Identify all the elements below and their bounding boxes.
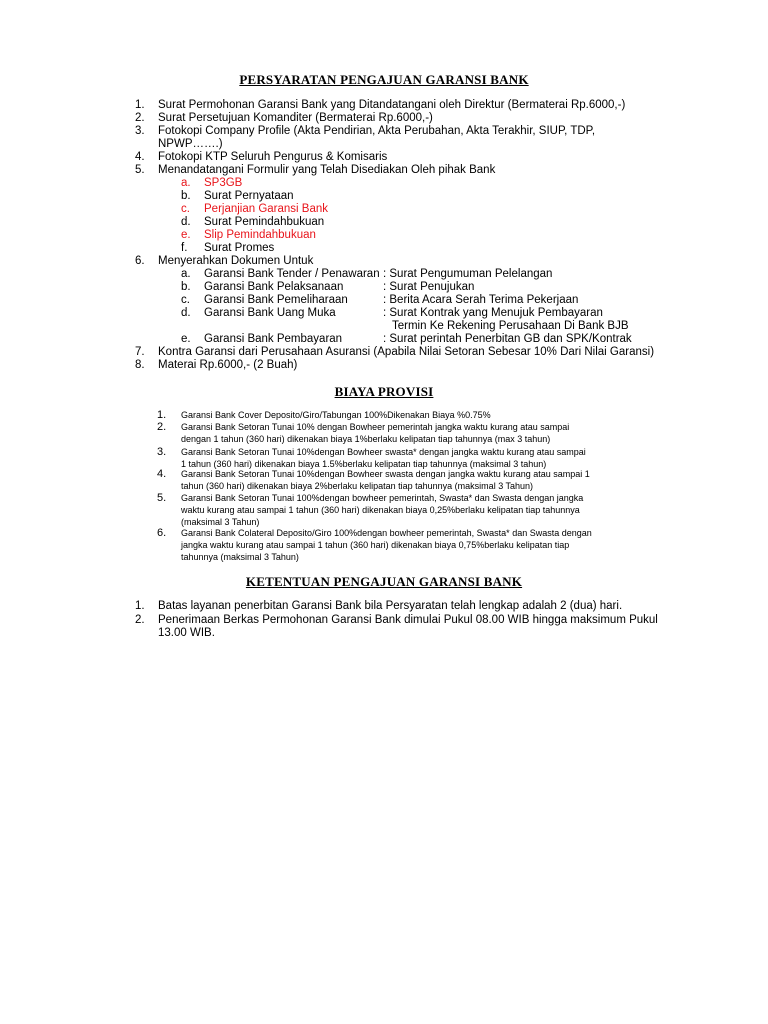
required-document: : Surat perintah Penerbitan GB dan SPK/Kontrak xyxy=(383,333,632,345)
sublist-item: Surat Pemindahbukuan xyxy=(204,216,325,228)
sublist-item-highlighted: Perjanjian Garansi Bank xyxy=(204,203,329,215)
list-item: Batas layanan penerbitan Garansi Bank bila Persyaratan telah lengkap adalah 2 (dua) hari. xyxy=(158,600,623,612)
fee-line: Garansi Bank Colateral Deposito/Giro 100%dengan bowheer pemerintah, Swasta* dan Swasta dengan xyxy=(181,528,592,538)
sublist-letter: c. xyxy=(181,203,190,215)
list-item: Materai Rp.6000,- (2 Buah) xyxy=(158,359,298,371)
sublist-letter: f. xyxy=(181,242,188,254)
sublist-item-highlighted: SP3GB xyxy=(204,177,243,189)
fee-line: Garansi Bank Setoran Tunai 10%dengan Bowheer swasta* dengan jangka waktu kurang atau sampai xyxy=(181,447,586,457)
sublist-letter: b. xyxy=(181,190,191,202)
list-item: Surat Permohonan Garansi Bank yang Ditandatangani oleh Direktur (Bermaterai Rp.6000,-) xyxy=(158,99,626,111)
guarantee-type: Garansi Bank Tender / Penawaran xyxy=(204,268,380,280)
guarantee-type: Garansi Bank Pembayaran xyxy=(204,333,343,345)
fee-line: jangka waktu kurang atau sampai 1 tahun (360 hari) dikenakan biaya 0,75%berlaku kelipatan tiap xyxy=(181,540,570,550)
guarantee-type: Garansi Bank Pelaksanaan xyxy=(204,281,344,293)
fee-line: Garansi Bank Cover Deposito/Giro/Tabungan 100%Dikenakan Biaya %0.75% xyxy=(181,410,491,420)
sublist-letter: d. xyxy=(181,216,191,228)
fee-line: dengan 1 tahun (360 hari) dikenakan biaya 1%berlaku kelipatan tiap tahunnya (max 3 tahun) xyxy=(181,434,551,444)
required-document: : Surat Pengumuman Pelelangan xyxy=(383,268,553,280)
sublist-item-highlighted: Slip Pemindahbukuan xyxy=(204,229,316,241)
guarantee-type: Garansi Bank Uang Muka xyxy=(204,307,336,319)
list-item-continuation: 13.00 WIB. xyxy=(158,627,215,639)
list-number: 7. xyxy=(135,346,145,358)
sublist-letter: d. xyxy=(181,307,191,319)
section-title-persyaratan: PERSYARATAN PENGAJUAN GARANSI BANK xyxy=(239,72,529,87)
sublist-letter: c. xyxy=(181,294,190,306)
sublist-letter: a. xyxy=(181,177,191,189)
list-number: 8. xyxy=(135,359,145,371)
list-number: 3. xyxy=(135,125,145,137)
sublist-letter: e. xyxy=(181,333,191,345)
list-number: 1. xyxy=(135,99,145,111)
list-number: 5. xyxy=(135,164,145,176)
required-document: : Berita Acara Serah Terima Pekerjaan xyxy=(383,294,579,306)
sublist-item: Surat Promes xyxy=(204,242,275,254)
guarantee-type: Garansi Bank Pemeliharaan xyxy=(204,294,348,306)
fee-line: waktu kurang atau sampai 1 tahun (360 hari) dikenakan biaya 0,25%berlaku kelipatan tiap tahunnya xyxy=(181,505,580,515)
list-number: 1. xyxy=(157,409,167,421)
required-document: : Surat Penujukan xyxy=(383,281,475,293)
required-document: : Surat Kontrak yang Menujuk Pembayaran xyxy=(383,307,603,319)
list-number: 2. xyxy=(135,112,145,124)
fee-line: (maksimal 3 Tahun) xyxy=(181,517,260,527)
list-number: 3. xyxy=(157,446,167,458)
section-title-ketentuan: KETENTUAN PENGAJUAN GARANSI BANK xyxy=(245,574,523,589)
sublist-letter: b. xyxy=(181,281,191,293)
fee-line: 1 tahun (360 hari) dikenakan biaya 1.5%berlaku kelipatan tiap tahunnya (maksimal 3 tahun) xyxy=(181,459,547,469)
list-number: 2. xyxy=(135,614,145,626)
list-number: 1. xyxy=(135,600,145,612)
list-item: Fotokopi Company Profile (Akta Pendirian, Akta Perubahan, Akta Terakhir, SIUP, TDP, xyxy=(158,125,596,137)
list-number: 5. xyxy=(157,492,167,504)
section-title-biaya-provisi: BIAYA PROVISI xyxy=(334,384,434,399)
list-item: Penerimaan Berkas Permohonan Garansi Bank dimulai Pukul 08.00 WIB hingga maksimum Pukul xyxy=(158,614,658,626)
list-item: Kontra Garansi dari Perusahaan Asuransi (Apabila Nilai Setoran Sebesar 10% Dari Nilai Garansi) xyxy=(158,346,655,358)
fee-line: tahun (360 hari) dikenakan biaya 2%berlaku kelipatan tiap tahunnya (maksimal 3 Tahun) xyxy=(181,481,534,491)
list-item: Surat Persetujuan Komanditer (Bermaterai Rp.6000,-) xyxy=(158,112,433,124)
required-document-continuation: Termin Ke Rekening Perusahaan Di Bank BJB xyxy=(392,320,629,332)
fee-line: Garansi Bank Setoran Tunai 10%dengan Bowheer swasta dengan jangka waktu kurang atau sampai 1 xyxy=(181,469,590,479)
list-item: Menyerahkan Dokumen Untuk xyxy=(158,255,314,267)
list-item-continuation: NPWP…….) xyxy=(158,138,223,150)
fee-line: Garansi Bank Setoran Tunai 10% dengan Bowheer pemerintah jangka waktu kurang atau sampai xyxy=(181,422,570,432)
sublist-letter: a. xyxy=(181,268,191,280)
fee-line: tahunnya (maksimal 3 Tahun) xyxy=(181,552,299,562)
sublist-letter: e. xyxy=(181,229,191,241)
list-item: Fotokopi KTP Seluruh Pengurus & Komisaris xyxy=(158,151,388,163)
list-number: 4. xyxy=(157,468,167,480)
list-number: 2. xyxy=(157,421,167,433)
list-item: Menandatangani Formulir yang Telah Disediakan Oleh pihak Bank xyxy=(158,164,496,176)
list-number: 6. xyxy=(157,527,167,539)
sublist-item: Surat Pernyataan xyxy=(204,190,294,202)
fee-line: Garansi Bank Setoran Tunai 100%dengan bowheer pemerintah, Swasta* dan Swasta dengan jangka xyxy=(181,493,584,503)
list-number: 4. xyxy=(135,151,145,163)
list-number: 6. xyxy=(135,255,145,267)
